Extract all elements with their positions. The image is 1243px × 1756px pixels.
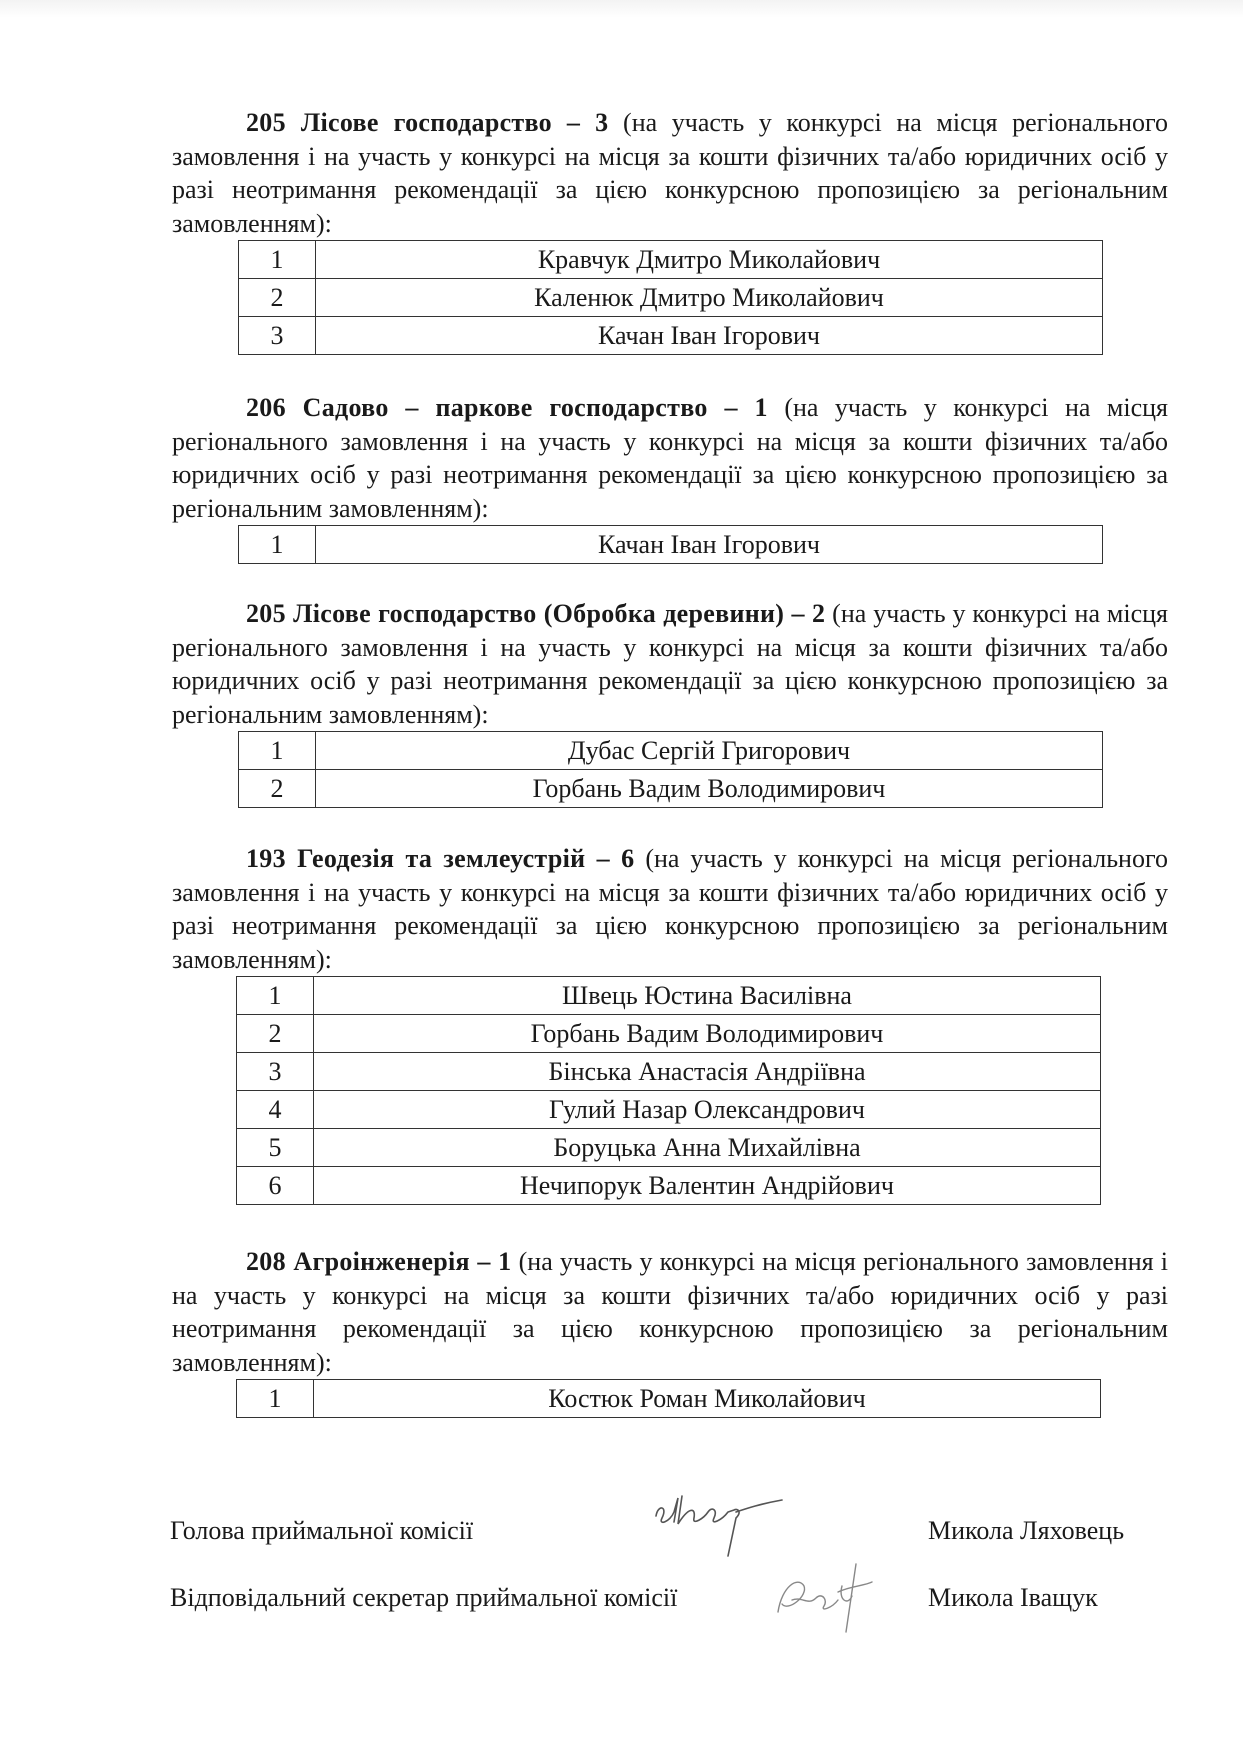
- section-paragraph: [172, 597, 1168, 731]
- section-paragraph: [172, 1245, 1168, 1379]
- section-description: (на участь у конкурсі на місця регіонального замовлення і на участь у конкурсі на місця за кошти фізичних та/або юридичних осіб у разі неотримання рекомендації за цією конкурсною пропозицією за регіональним замовленням):: [172, 599, 1168, 729]
- scan-edge-shading: [0, 0, 1243, 18]
- applicant-name: Швець Юстина Василівна: [314, 977, 1101, 1015]
- table-row: [237, 1380, 1101, 1418]
- applicant-name: Каленюк Дмитро Миколайович: [316, 279, 1103, 317]
- table-row: [239, 317, 1103, 355]
- section-description: (на участь у конкурсі на місця регіонального замовлення і на участь у конкурсі на місця за кошти фізичних та/або юридичних осіб у разі неотримання рекомендації за цією конкурсною пропозицією за регіональним замовленням):: [172, 1247, 1168, 1377]
- section-title: 205 Лісове господарство (Обробка деревини) – 2: [246, 599, 826, 628]
- applicant-name: Гулий Назар Олександрович: [314, 1091, 1101, 1129]
- applicant-name: Бінська Анастасія Андріївна: [314, 1053, 1101, 1091]
- secretary-role: Відповідальний секретар приймальної комісії: [170, 1583, 678, 1612]
- table-row: [239, 279, 1103, 317]
- row-number: 6: [237, 1167, 314, 1205]
- section-208-agroengineering: [172, 1245, 1168, 1418]
- applicant-name: Костюк Роман Миколайович: [314, 1380, 1101, 1418]
- row-number: 4: [237, 1091, 314, 1129]
- secretary-signature-image: [768, 1556, 878, 1636]
- chair-name: Микола Ляховець: [928, 1516, 1125, 1545]
- section-paragraph: [172, 842, 1168, 976]
- section-title: 193 Геодезія та землеустрій – 6: [246, 844, 635, 873]
- section-paragraph: [172, 391, 1168, 525]
- applicants-table: [238, 525, 1103, 564]
- table-row: [237, 1053, 1101, 1091]
- row-number: 2: [239, 770, 316, 808]
- table-row: [237, 1167, 1101, 1205]
- section-title: 208 Агроінженерія – 1: [246, 1247, 512, 1276]
- row-number: 1: [237, 1380, 314, 1418]
- applicants-table: [236, 1379, 1101, 1418]
- section-paragraph: [172, 106, 1168, 240]
- section-description: (на участь у конкурсі на місця регіонального замовлення і на участь у конкурсі на місця за кошти фізичних та/або юридичних осіб у разі неотримання рекомендації за цією конкурсною пропозицією за регіональним замовленням):: [172, 844, 1168, 974]
- table-row: [239, 241, 1103, 279]
- applicants-table: [236, 976, 1101, 1205]
- table-row: [239, 770, 1103, 808]
- secretary-name: Микола Іващук: [928, 1583, 1098, 1612]
- applicant-name: Кравчук Дмитро Миколайович: [316, 241, 1103, 279]
- table-row: [239, 732, 1103, 770]
- applicants-table: [238, 731, 1103, 808]
- row-number: 2: [239, 279, 316, 317]
- applicant-name: Качан Іван Ігорович: [316, 526, 1103, 564]
- applicant-name: Нечипорук Валентин Андрійович: [314, 1167, 1101, 1205]
- applicant-name: Горбань Вадим Володимирович: [316, 770, 1103, 808]
- table-row: [237, 1091, 1101, 1129]
- table-row: [239, 526, 1103, 564]
- section-206-landscape: [172, 391, 1168, 564]
- applicant-name: Дубас Сергій Григорович: [316, 732, 1103, 770]
- row-number: 2: [237, 1015, 314, 1053]
- applicants-table: [238, 240, 1103, 355]
- applicant-name: Боруцька Анна Михайлівна: [314, 1129, 1101, 1167]
- chair-signature-image: [648, 1478, 788, 1558]
- table-row: [237, 1015, 1101, 1053]
- section-title: 205 Лісове господарство – 3: [246, 108, 609, 137]
- row-number: 3: [237, 1053, 314, 1091]
- row-number: 5: [237, 1129, 314, 1167]
- section-205-wood-processing: [172, 597, 1168, 808]
- section-description: (на участь у конкурсі на місця регіонального замовлення і на участь у конкурсі на місця за кошти фізичних та/або юридичних осіб у разі неотримання рекомендації за цією конкурсною пропозицією за регіональним замовленням):: [172, 393, 1168, 523]
- section-205-forestry: [172, 106, 1168, 355]
- row-number: 1: [239, 241, 316, 279]
- section-description: (на участь у конкурсі на місця регіонального замовлення і на участь у конкурсі на місця за кошти фізичних та/або юридичних осіб у разі неотримання рекомендації за цією конкурсною пропозицією за регіональним замовленням):: [172, 108, 1168, 238]
- section-193-geodesy: [172, 842, 1168, 1205]
- applicant-name: Качан Іван Ігорович: [316, 317, 1103, 355]
- table-row: [237, 977, 1101, 1015]
- row-number: 1: [239, 526, 316, 564]
- chair-role: Голова приймальної комісії: [170, 1516, 474, 1545]
- table-row: [237, 1129, 1101, 1167]
- section-title: 206 Садово – паркове господарство – 1: [246, 393, 768, 422]
- applicant-name: Горбань Вадим Володимирович: [314, 1015, 1101, 1053]
- row-number: 1: [239, 732, 316, 770]
- row-number: 1: [237, 977, 314, 1015]
- row-number: 3: [239, 317, 316, 355]
